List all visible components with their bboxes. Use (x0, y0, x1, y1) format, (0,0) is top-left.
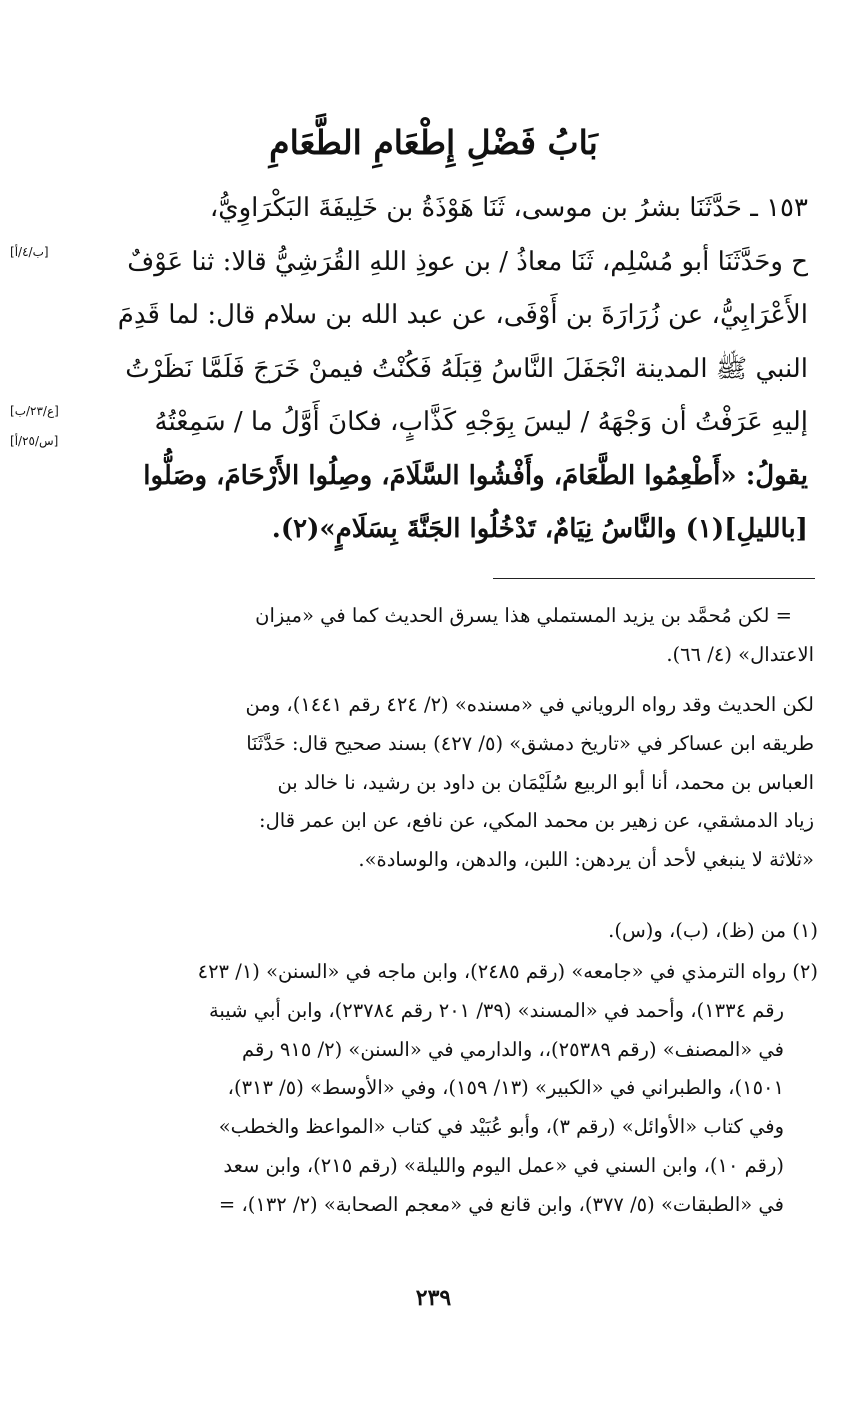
footnote-1: (١) من (ظ)، (ب)، و(س). (608, 919, 818, 942)
footnote-separator (493, 578, 815, 579)
chapter-title: بَابُ فَضْلِ إِطْعَامِ الطَّعَامِ (269, 123, 598, 162)
hadith-line: النبي ﷺ المدينة انْجَفَلَ النَّاسُ قِبَلَهُ فَكُنْتُ فيمنْ خَرَجَ فَلَمَّا نَظَرْتُ (125, 353, 808, 384)
hadith-line-prophetic-saying: [بالليلِ](١) والنَّاسُ نِيَامٌ، تَدْخُلُوا الجَنَّةَ بِسَلَامٍ»(٢). (271, 514, 808, 544)
footnote-paragraph (76, 686, 814, 880)
footnote-line: ١٥٠١)، والطبراني في «الكبير» (١٣/ ١٥٩)، وفي «الأوسط» (٥/ ٣١٣)، (227, 1076, 784, 1100)
manuscript-margin-note: [ب/٤/أ] (10, 245, 49, 259)
footnote-line: = لكن مُحمَّد بن يزيد المستملي هذا يسرق الحديث كما في «ميزان (255, 604, 792, 627)
hadith-line: إليهِ عَرَفْتُ أن وَجْهَهُ / ليسَ بِوَجْهِ كَذَّابٍ، فكانَ أَوَّلُ ما / سَمِعْتُهُ (154, 407, 808, 437)
manuscript-margin-note: [س/٢٥/أ] (10, 434, 59, 448)
footnote-line: العباس بن محمد، أنا أبو الربيع سُلَيْمَان بن داود بن رشيد، نا خالد بن (277, 770, 814, 794)
hadith-line-prophetic-saying: يقولُ: «أَطْعِمُوا الطَّعَامَ، وأَفْشُوا السَّلَامَ، وصِلُوا الأَرْحَامَ، وصَلُّوا (143, 460, 808, 491)
hadith-line: ح وحَدَّثَنَا أبو مُسْلِم، ثَنَا معاذُ / بن عوذِ اللهِ القُرَشِيُّ قالا: ثنا عَوْفٌ (127, 246, 808, 277)
footnote-line: في «المصنف» (رقم ٢٥٣٨٩)،، والدارمي في «السنن» (٢/ ٩١٥ رقم (241, 1037, 784, 1061)
footnote-continuation (76, 597, 814, 675)
footnote-line: رقم ١٣٣٤)، وأحمد في «المسند» (٣٩/ ٢٠١ رقم ٢٣٧٨٤)، وابن أبي شيبة (208, 998, 784, 1022)
hadith-line: ١٥٣ ـ حَدَّثَنَا بشرُ بن موسى، ثَنَا هَوْذَةُ بن خَلِيفَةَ البَكْرَاوِيُّ، (209, 193, 808, 223)
footnote-line: «ثلاثة لا ينبغي لأحد أن يردهن: اللبن، والدهن، والوسادة». (358, 848, 814, 872)
footnote-line: (٢) رواه الترمذي في «جامعه» (رقم ٢٤٨٥)، وابن ماجه في «السنن» (١/ ٤٢٣ (197, 960, 818, 983)
hadith-line: الأَعْرَابِيُّ، عن زُرَارَةَ بن أَوْفَى، عن عبد الله بن سلام قال: لما قَدِمَ (117, 300, 808, 330)
footnote-line: وفي كتاب «الأوائل» (رقم ٣)، وأبو عُبَيْد في كتاب «المواعظ والخطب» (218, 1115, 784, 1139)
hadith-text (80, 182, 808, 557)
footnote-line: طريقه ابن عساكر في «تاريخ دمشق» (٥/ ٤٢٧) بسند صحيح قال: حَدَّثَنَا (246, 731, 814, 755)
page-number: ٢٣٩ (415, 1285, 452, 1311)
footnote-line: لكن الحديث وقد رواه الروياني في «مسنده» (٢/ ٤٢٤ رقم ١٤٤١)، ومن (245, 693, 814, 716)
footnote-line: زياد الدمشقي، عن زهير بن محمد المكي، عن نافع، عن ابن عمر قال: (259, 809, 814, 833)
footnote-line: في «الطبقات» (٥/ ٣٧٧)، وابن قانع في «معجم الصحابة» (٢/ ١٣٢)، = (218, 1192, 784, 1216)
footnote-line: (رقم ١٠)، وابن السني في «عمل اليوم والليلة» (رقم ٢١٥)، وابن سعد (223, 1153, 784, 1177)
footnote-line: الاعتدال» (٤/ ٦٦). (666, 642, 814, 666)
manuscript-margin-note: [ع/٢٣/ب] (10, 404, 59, 418)
footnote-2 (76, 953, 818, 1225)
